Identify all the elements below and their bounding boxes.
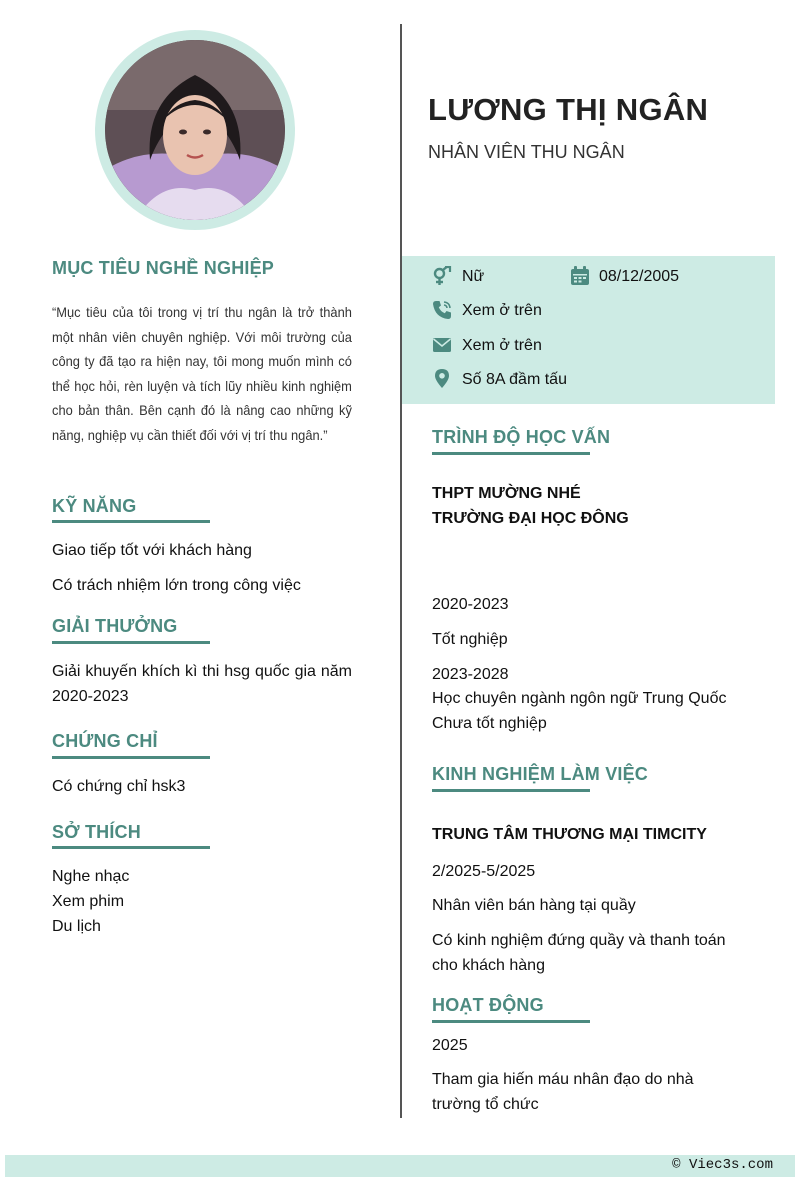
footer-bar	[5, 1155, 795, 1177]
phone-value: Xem ở trên	[462, 302, 542, 319]
education-period: 2020-2023	[432, 596, 509, 613]
skill-item: Có trách nhiệm lớn trong công việc	[52, 577, 301, 594]
activity-description: Tham gia hiến máu nhân đạo do nhà trường tổ chức	[432, 1071, 694, 1113]
education-status: Chưa tốt nghiệp	[432, 715, 547, 732]
activity-year: 2025	[432, 1037, 468, 1054]
email-value: Xem ở trên	[462, 337, 542, 354]
certificates-text: Có chứng chỉ hsk3	[52, 778, 186, 795]
objective-title: MỤC TIÊU NGHỀ NGHIỆP	[52, 258, 275, 278]
skill-item: Giao tiếp tốt với khách hàng	[52, 542, 252, 559]
candidate-name: LƯƠNG THỊ NGÂN	[428, 92, 709, 127]
school-name: THPT MƯỜNG NHÉ	[432, 485, 581, 502]
column-divider	[400, 24, 402, 1118]
company-name: TRUNG TÂM THƯƠNG MẠI TIMCITY	[432, 826, 707, 843]
email-icon	[432, 335, 452, 355]
avatar	[105, 40, 285, 220]
objective-text: “Mục tiêu của tôi trong vị trí thu ngân là trở thành một nhân viên chuyên nghiệp. Với môi trường của công ty đã tạo ra hiện nay, tôi mong muốn mình có thể học hỏi, rèn luyện và tích lũy nhiều kinh nghiệm cho bản thân. Bên cạnh đó là nâng cao những kỹ năng, nghiệp vụ cần thiết đối với vị trí thu ngân.”	[52, 304, 352, 443]
location-icon	[432, 368, 452, 388]
activities-title: HOẠT ĐỘNG	[432, 995, 544, 1015]
school-name: TRƯỜNG ĐẠI HỌC ĐÔNG	[432, 510, 629, 527]
avatar-frame	[95, 30, 295, 230]
avatar-photo	[105, 40, 285, 220]
experience-role: Nhân viên bán hàng tại quầy	[432, 897, 636, 914]
experience-title: KINH NGHIỆM LÀM VIỆC	[432, 764, 649, 784]
gender-value: Nữ	[462, 268, 485, 285]
experience-description: Có kinh nghiệm đứng quầy và thanh toán cho khách hàng	[432, 932, 726, 974]
job-title: NHÂN VIÊN THU NGÂN	[428, 142, 625, 162]
skills-title: KỸ NĂNG	[52, 496, 137, 516]
hobbies-title: SỞ THÍCH	[52, 822, 141, 842]
experience-period: 2/2025-5/2025	[432, 863, 536, 880]
hobby-item: Du lịch	[52, 918, 101, 935]
hobby-item: Xem phim	[52, 893, 125, 910]
certificates-title: CHỨNG CHỈ	[52, 731, 158, 751]
calendar-icon	[570, 266, 590, 286]
address-value: Số 8A đầm tấu	[462, 371, 567, 388]
education-major: Học chuyên ngành ngôn ngữ Trung Quốc	[432, 690, 727, 707]
education-title: TRÌNH ĐỘ HỌC VẤN	[432, 427, 611, 447]
skills-underline	[52, 520, 210, 523]
experience-underline	[432, 789, 590, 792]
awards-title: GIẢI THƯỞNG	[52, 616, 178, 636]
certificates-underline	[52, 756, 210, 759]
contact-box	[402, 256, 775, 404]
hobbies-underline	[52, 846, 210, 849]
education-status: Tốt nghiệp	[432, 631, 508, 648]
awards-underline	[52, 641, 210, 644]
education-period: 2023-2028	[432, 666, 509, 683]
hobby-item: Nghe nhạc	[52, 868, 130, 885]
phone-icon	[432, 300, 452, 320]
activities-underline	[432, 1020, 590, 1023]
gender-icon	[432, 266, 452, 286]
education-underline	[432, 452, 590, 455]
birthday-value: 08/12/2005	[599, 268, 680, 285]
awards-text: Giải khuyến khích kì thi hsg quốc gia năm 2020-2023	[52, 663, 352, 705]
footer-copyright: © Viec3s.com	[672, 1157, 773, 1173]
